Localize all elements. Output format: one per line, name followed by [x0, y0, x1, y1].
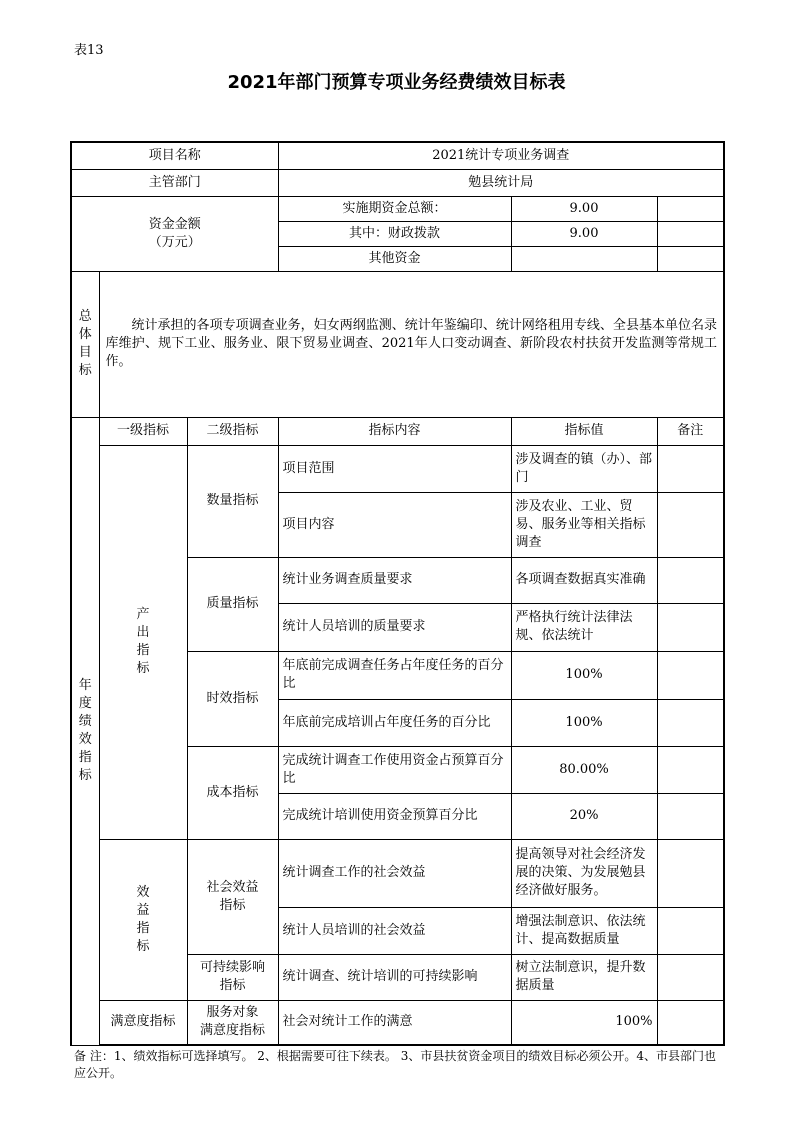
header-content: 指标内容 [278, 417, 511, 445]
table-number-label: 表13 [74, 43, 104, 58]
page-title: 2021年部门预算专项业务经费绩效目标表 [227, 72, 566, 93]
fund-fiscal-value: 9.00 [511, 221, 657, 246]
indicator-remark [657, 1000, 724, 1045]
indicator-value: 提高领导对社会经济发展的决策、为发展勉县经济做好服务。 [511, 839, 657, 907]
overall-goal-label: 总 体 目 标 [71, 271, 99, 417]
social-benefit-label-line1: 社会效益 [206, 879, 259, 895]
indicator-value: 20% [511, 793, 657, 839]
fund-total-remark [657, 196, 724, 221]
project-name-label: 项目名称 [71, 142, 278, 169]
indicator-content: 统计人员培训的社会效益 [278, 907, 511, 954]
indicator-content: 统计业务调查质量要求 [278, 557, 511, 603]
footnote: 备 注：1、绩效指标可选择填写。 2、根据需要可往下续表。 3、市县扶贫资金项目的绩效目标必须公开。4、市县部门也应公开。 [74, 1049, 716, 1080]
output-indicator-label: 产 出 指 标 [99, 445, 187, 839]
quality-indicator-label: 质量指标 [187, 557, 278, 651]
header-level1: 一级指标 [99, 417, 187, 445]
header-value: 指标值 [511, 417, 657, 445]
indicator-value: 100% [511, 1000, 657, 1045]
fund-amount-label-line1: 资金金额 [148, 216, 201, 232]
fund-fiscal-remark [657, 221, 724, 246]
cost-indicator-label: 成本指标 [187, 746, 278, 839]
fund-amount-label-line2: （万元） [148, 234, 201, 250]
fund-fiscal-label: 其中：财政拨款 [278, 221, 511, 246]
indicator-remark [657, 699, 724, 746]
header-remark: 备注 [657, 417, 724, 445]
social-benefit-label [187, 839, 278, 954]
satisfaction-indicator-label: 满意度指标 [99, 1000, 187, 1045]
header-level2: 二级指标 [187, 417, 278, 445]
fund-total-label: 实施期资金总额： [278, 196, 511, 221]
indicator-content: 年底前完成调查任务占年度任务的百分比 [278, 651, 511, 699]
indicator-content: 完成统计调查工作使用资金占预算百分比 [278, 746, 511, 793]
indicator-remark [657, 954, 724, 1000]
indicator-remark [657, 746, 724, 793]
sustain-impact-label [187, 954, 278, 1000]
indicator-content: 完成统计培训使用资金预算百分比 [278, 793, 511, 839]
overall-goal-text: 统计承担的各项专项调查业务，妇女两纲监测、统计年鉴编印、统计网络租用专线、全县基本单位名录库维护、规下工业、服务业、限下贸易业调查、2021年人口变动调查、新阶段农村扶贫开发监测等常规工作。 [99, 271, 724, 417]
timeliness-indicator-label: 时效指标 [187, 651, 278, 746]
indicator-remark [657, 651, 724, 699]
indicator-value: 80.00% [511, 746, 657, 793]
indicator-value: 严格执行统计法律法规、依法统计 [511, 603, 657, 651]
indicator-remark [657, 492, 724, 557]
indicator-remark [657, 445, 724, 492]
quantity-indicator-label: 数量指标 [187, 445, 278, 557]
indicator-remark [657, 603, 724, 651]
indicator-content: 项目范围 [278, 445, 511, 492]
fund-total-value: 9.00 [511, 196, 657, 221]
department-label: 主管部门 [71, 169, 278, 196]
indicator-value: 各项调查数据真实准确 [511, 557, 657, 603]
project-name-value: 2021统计专项业务调查 [278, 142, 724, 169]
fund-other-remark [657, 246, 724, 271]
indicator-value: 树立法制意识，提升数据质量 [511, 954, 657, 1000]
performance-goal-table [70, 141, 725, 1046]
service-satisfaction-label-line2: 满意度指标 [200, 1023, 266, 1039]
indicator-value: 100% [511, 651, 657, 699]
indicator-value: 100% [511, 699, 657, 746]
fund-other-label: 其他资金 [278, 246, 511, 271]
benefit-indicator-label: 效 益 指 标 [99, 839, 187, 1000]
fund-other-value [511, 246, 657, 271]
indicator-content: 统计调查、统计培训的可持续影响 [278, 954, 511, 1000]
sustain-impact-label-line2: 指标 [219, 978, 246, 993]
indicator-content: 项目内容 [278, 492, 511, 557]
indicator-value: 增强法制意识、依法统计、提高数据质量 [511, 907, 657, 954]
indicator-content: 年底前完成培训占年度任务的百分比 [278, 699, 511, 746]
indicator-value: 涉及农业、工业、贸易、服务业等相关指标调查 [511, 492, 657, 557]
indicator-remark [657, 907, 724, 954]
sustain-impact-label-line1: 可持续影响 [200, 960, 266, 975]
indicator-remark [657, 557, 724, 603]
indicator-content: 统计人员培训的质量要求 [278, 603, 511, 651]
annual-indicator-label: 年 度 绩 效 指 标 [71, 417, 99, 1045]
indicator-remark [657, 839, 724, 907]
indicator-remark [657, 793, 724, 839]
service-satisfaction-label [187, 1000, 278, 1045]
fund-amount-label [71, 196, 278, 271]
indicator-content: 统计调查工作的社会效益 [278, 839, 511, 907]
social-benefit-label-line2: 指标 [219, 897, 246, 913]
department-value: 勉县统计局 [278, 169, 724, 196]
indicator-content: 社会对统计工作的满意 [278, 1000, 511, 1045]
indicator-value: 涉及调查的镇（办）、部门 [511, 445, 657, 492]
service-satisfaction-label-line1: 服务对象 [206, 1005, 259, 1021]
